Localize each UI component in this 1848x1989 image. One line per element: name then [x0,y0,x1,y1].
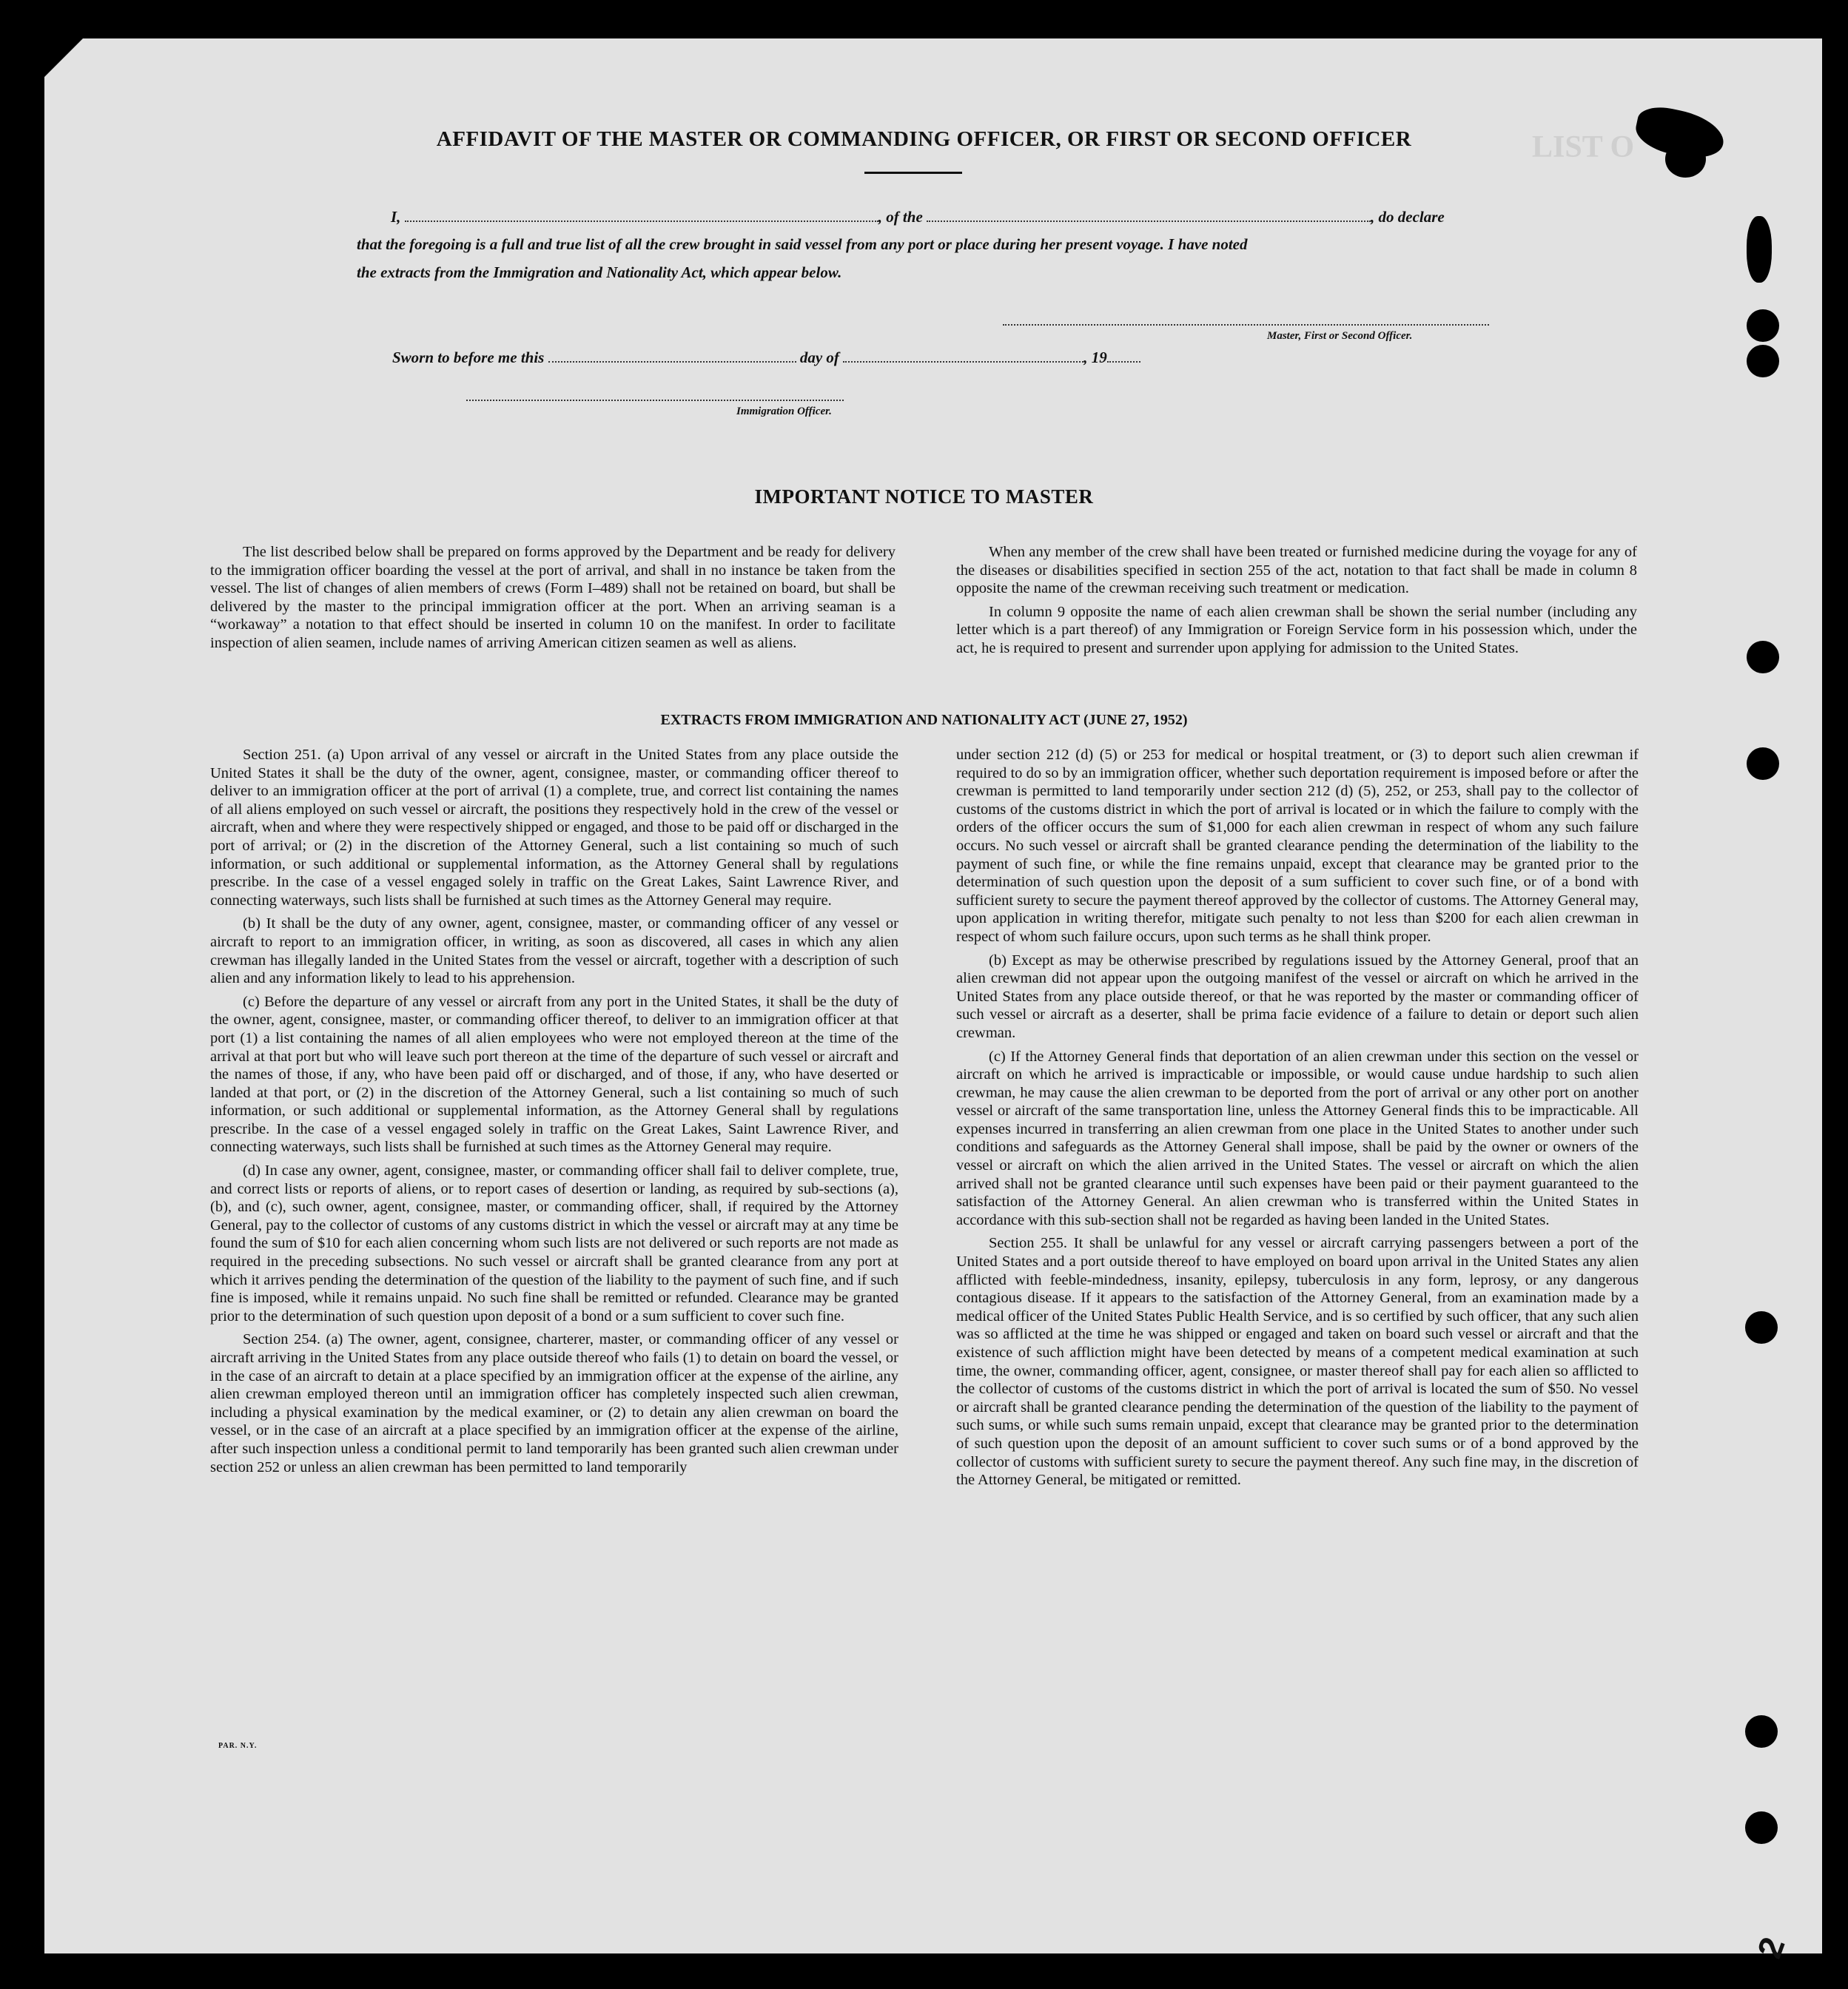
extract-paragraph: Section 254. (a) The owner, agent, consignee, charterer, master, or commanding officer of any vessel or aircraft arriving in the United States from any place outside thereof who fails (1) to detain on board the vessel, or in the case of an aircraft to detain at a place specified by an immigration officer at the expense of the airline, any alien crewman employed thereon until an immigration officer has completely inspected such alien crewman, including a physical examination by the medical examiner, or (2) to detain any alien crewman on board the vessel, or in the case of an aircraft at a place specified by an immigration officer at the expense of the airline, after such inspection unless a conditional permit to land temporarily has been granted such alien crewman under section 252 or unless an alien crewman has been permitted to land temporarily [210,1331,898,1475]
notice-right-paragraph-2: In column 9 opposite the name of each alien crewman shall be shown the serial number (including any letter which is a part thereof) of any Immigration or Foreign Service form in his possession which, under the act, he is required to present and surrender upon applying for admission to the United States. [956,603,1637,656]
extract-paragraph: (c) If the Attorney General finds that deportation of an alien crewman under this section on the vessel or aircraft on which he arrived is impracticable or impossible, or would cause undue hardship to such alien crewman, he may cause the alien crewman to be deported from the port of arrival or any other port on another vessel or aircraft of the same transportation line, unless the Attorney General finds this to be impracticable. All expenses incurred in transferring an alien crewman from one place in the United States to another under such conditions and safeguards as the Attorney General shall impose, shall be paid by the owner or owners of the vessel or aircraft on which the alien arrived in the United States. The vessel or aircraft on which the alien arrived shall not be granted clearance until such expenses have been paid or their payment guaranteed to the satisfaction of the Attorney General. An alien crewman who is transferred within the United States in accordance with this sub-section shall not be regarded as having been landed in the United States. [956,1048,1639,1228]
binder-hole [1747,309,1779,342]
sworn-label: Sworn to before me this [392,349,545,366]
extract-paragraph: (c) Before the departure of any vessel or aircraft from any port in the United States, it shall be the duty of the owner, agent, consignee, master, or commanding officer thereof, to deliver to an immigration officer at that port (1) a list containing the names of all alien employees who were not employed thereon at the time of the arrival at that port but who will leave such port thereon at the time of the departure of such vessel or aircraft and the names of those, if any, who have been paid off or discharged, and of those, if any, who have deserted or landed at that port, or (2) in the discretion of the Attorney General, such a list containing so much of such information, or such additional or supplemental information, as the Attorney General shall by regulations prescribe. In the case of a vessel engaged solely in traffic on the Great Lakes, Saint Lawrence River, and connecting waterways, such lists shall be furnished at such times as the Attorney General may require. [210,993,898,1156]
ink-blot [1665,141,1706,178]
extracts-right-column [956,746,1639,1495]
binder-hole [1745,1811,1778,1844]
declaration-line-1 [391,207,1445,226]
master-signature-field[interactable] [1003,324,1489,326]
vessel-field[interactable] [927,207,1371,222]
bleed-through-mark: LIST O [1532,130,1635,164]
officer-caption: Immigration Officer. [736,405,832,417]
of-the-label: , of the [878,208,923,226]
title-rule [864,172,962,174]
affidavit-title: AFFIDAVIT OF THE MASTER OR COMMANDING OFFICER, OR FIRST OR SECOND OFFICER [436,127,1412,151]
notice-right-column [956,543,1637,663]
sworn-day-field[interactable] [548,348,796,363]
handwritten-page-mark: 2 [1749,1932,1792,1963]
extract-paragraph: (d) In case any owner, agent, consignee, master, or commanding officer shall fail to deliver complete, true, and correct lists or reports of aliens, or to report cases of desertion or landing, as required by sub-sections (a), (b), and (c), such owner, agent, consignee, master, or commanding officer, shall, if required by the Attorney General, pay to the collector of customs of any customs district in which the vessel or aircraft may at any time be found the sum of $10 for each alien concerning whom such lists are not delivered or such reports are not made as required in the preceding subsections. No such vessel or aircraft shall be granted clearance from any port at which it arrives pending the determination of the question of the liability to the payment of such fine, and if such fine is imposed, while it remains unpaid. No such fine shall be remitted or refunded. Clearance may be granted prior to the determination of such question upon deposit of a bond or a sum sufficient to cover such fine. [210,1162,898,1325]
notice-left-paragraph: The list described below shall be prepared on forms approved by the Department and be ready for delivery to the immigration officer boarding the vessel at the port of arrival, and shall in no instance be taken from the vessel. The list of changes of alien members of crews (Form I–489) shall not be retained on board, but shall be delivered by the master to the principal immigration officer at the port. When an arriving seaman is a “workaway” a notation to that effect should be inserted in column 10 on the manifest. In order to facilitate inspection of alien seamen, include names of arriving American citizen seamen as well as aliens. [210,544,896,651]
binder-hole [1747,641,1779,673]
printer-mark: PAR. N.Y. [218,1742,258,1750]
name-field[interactable] [405,207,878,222]
extract-paragraph: under section 212 (d) (5) or 253 for medical or hospital treatment, or (3) to deport such alien crewman if required to do so by an immigration officer, whether such deportation requirement is imposed before or after the crewman is permitted to land temporarily under section 212 (d) (5), 252, or 253, shall pay to the collector of customs of the customs district in which the port of arrival is located or in which the failure to comply with the orders of the officer occurs the sum of $1,000 for each alien crewman in respect of whom any such failure occurs. No such vessel or aircraft shall be granted clearance pending the determination of the liability to the payment of such fine, or while the fine remains unpaid, except that clearance may be granted prior to the determination of such question upon the deposit of a sum sufficient to cover such fine, or of a bond with sufficient surety to secure the payment thereof approved by the collector of customs. The Attorney General may, upon application in writing therefor, mitigate such penalty to not less than $200 for each alien crewman in respect of whom such failure occurs, upon such terms as he shall think proper. [956,747,1639,945]
notice-title: IMPORTANT NOTICE TO MASTER [754,485,1094,508]
extract-paragraph: Section 255. It shall be unlawful for any vessel or aircraft carrying passengers between a port of the United States and a port outside thereof to have employed on board upon arrival in the United States any alien afflicted with feeble-mindedness, insanity, epilepsy, tuberculosis in any form, leprosy, or any dangerous contagious disease. If it appears to the satisfaction of the Attorney General, from an examination made by a medical officer of the United States Public Health Service, and is so certified by such officer, that any such alien was so afflicted at the time he was shipped or engaged and taken on board such vessel or aircraft and that the existence of such affliction might have been detected by means of a competent medical examination at such time, the owner, commanding officer, agent, consignee, or master thereof shall pay for each alien so afflicted to the collector of customs of the customs district in which the port of arrival is located the sum of $50. No vessel or aircraft shall be granted clearance pending the determination of the question of the liability to the payment of such sums, or while such sums remain unpaid, except that clearance may be granted prior to the determination of such question upon the deposit of an amount sufficient to cover such sums or of a bond approved by the collector of customs with sufficient surety to secure the payment thereof. Any such fine may, in the discretion of the Attorney General, be mitigated or remitted. [956,1235,1639,1489]
binder-hole [1745,1311,1778,1344]
extracts-title: EXTRACTS FROM IMMIGRATION AND NATIONALITY ACT (JUNE 27, 1952) [660,712,1188,728]
year-label: , 19 [1083,349,1107,366]
sworn-line [392,348,1140,367]
binder-hole [1745,1715,1778,1748]
declaration-line-2: that the foregoing is a full and true list of all the crew brought in said vessel from any port or place during her present voyage. I have noted [357,235,1248,253]
extract-paragraph: (b) Except as may be otherwise prescribed by regulations issued by the Attorney General, proof that an alien crewman did not appear upon the outgoing manifest of the vessel or aircraft on which he arrived in the United States from any place outside thereof, or that he was reported by the master or commanding officer of such vessel or aircraft as a deserter, shall be prima facie evidence of a failure to detain or deport such alien crewman. [956,952,1639,1041]
sworn-year-field[interactable] [1107,348,1140,363]
master-caption: Master, First or Second Officer. [1267,330,1413,342]
extracts-left-column [210,746,898,1481]
immigration-officer-signature-field[interactable] [466,400,844,401]
binder-hole [1747,747,1779,780]
i-label: I, [391,208,401,226]
binder-hole [1747,345,1779,377]
do-declare-label: , do declare [1371,208,1445,226]
ink-blot [1747,216,1772,283]
extract-paragraph: Section 251. (a) Upon arrival of any vessel or aircraft in the United States from any place outside the United States it shall be the duty of the owner, agent, consignee, master, or commanding officer thereof to deliver to an immigration officer at the port of arrival (1) a complete, true, and correct list containing the names of all aliens employed on such vessel or aircraft, the positions they respectively hold in the crew of the vessel or aircraft, when and where they were respectively shipped or engaged, and those to be paid off or discharged in the port of arrival; or (2) in the discretion of the Attorney General, such a list containing so much of such information, or such additional or supplemental information, as the Attorney General shall by regulations prescribe. In the case of a vessel engaged solely in traffic on the Great Lakes, Saint Lawrence River, and connecting waterways, such lists shall be furnished at such times as the Attorney General may require. [210,747,898,909]
day-of-label: day of [799,349,839,366]
declaration-line-3: the extracts from the Immigration and Nationality Act, which appear below. [357,263,842,281]
notice-left-column [210,543,896,658]
notice-right-paragraph-1: When any member of the crew shall have been treated or furnished medicine during the voyage for any of the diseases or disabilities specified in section 255 of the act, notation to that fact shall be made in column 8 opposite the name of the crewman receiving such treatment or medication. [956,544,1637,597]
sworn-month-field[interactable] [843,348,1083,363]
extract-paragraph: (b) It shall be the duty of any owner, agent, consignee, master, or commanding officer of any vessel or aircraft to report to an immigration officer, in writing, as soon as discovered, all cases in which any alien crewman has illegally landed in the United States from the vessel or aircraft, together with a description of such alien and any information likely to lead to his apprehension. [210,915,898,987]
